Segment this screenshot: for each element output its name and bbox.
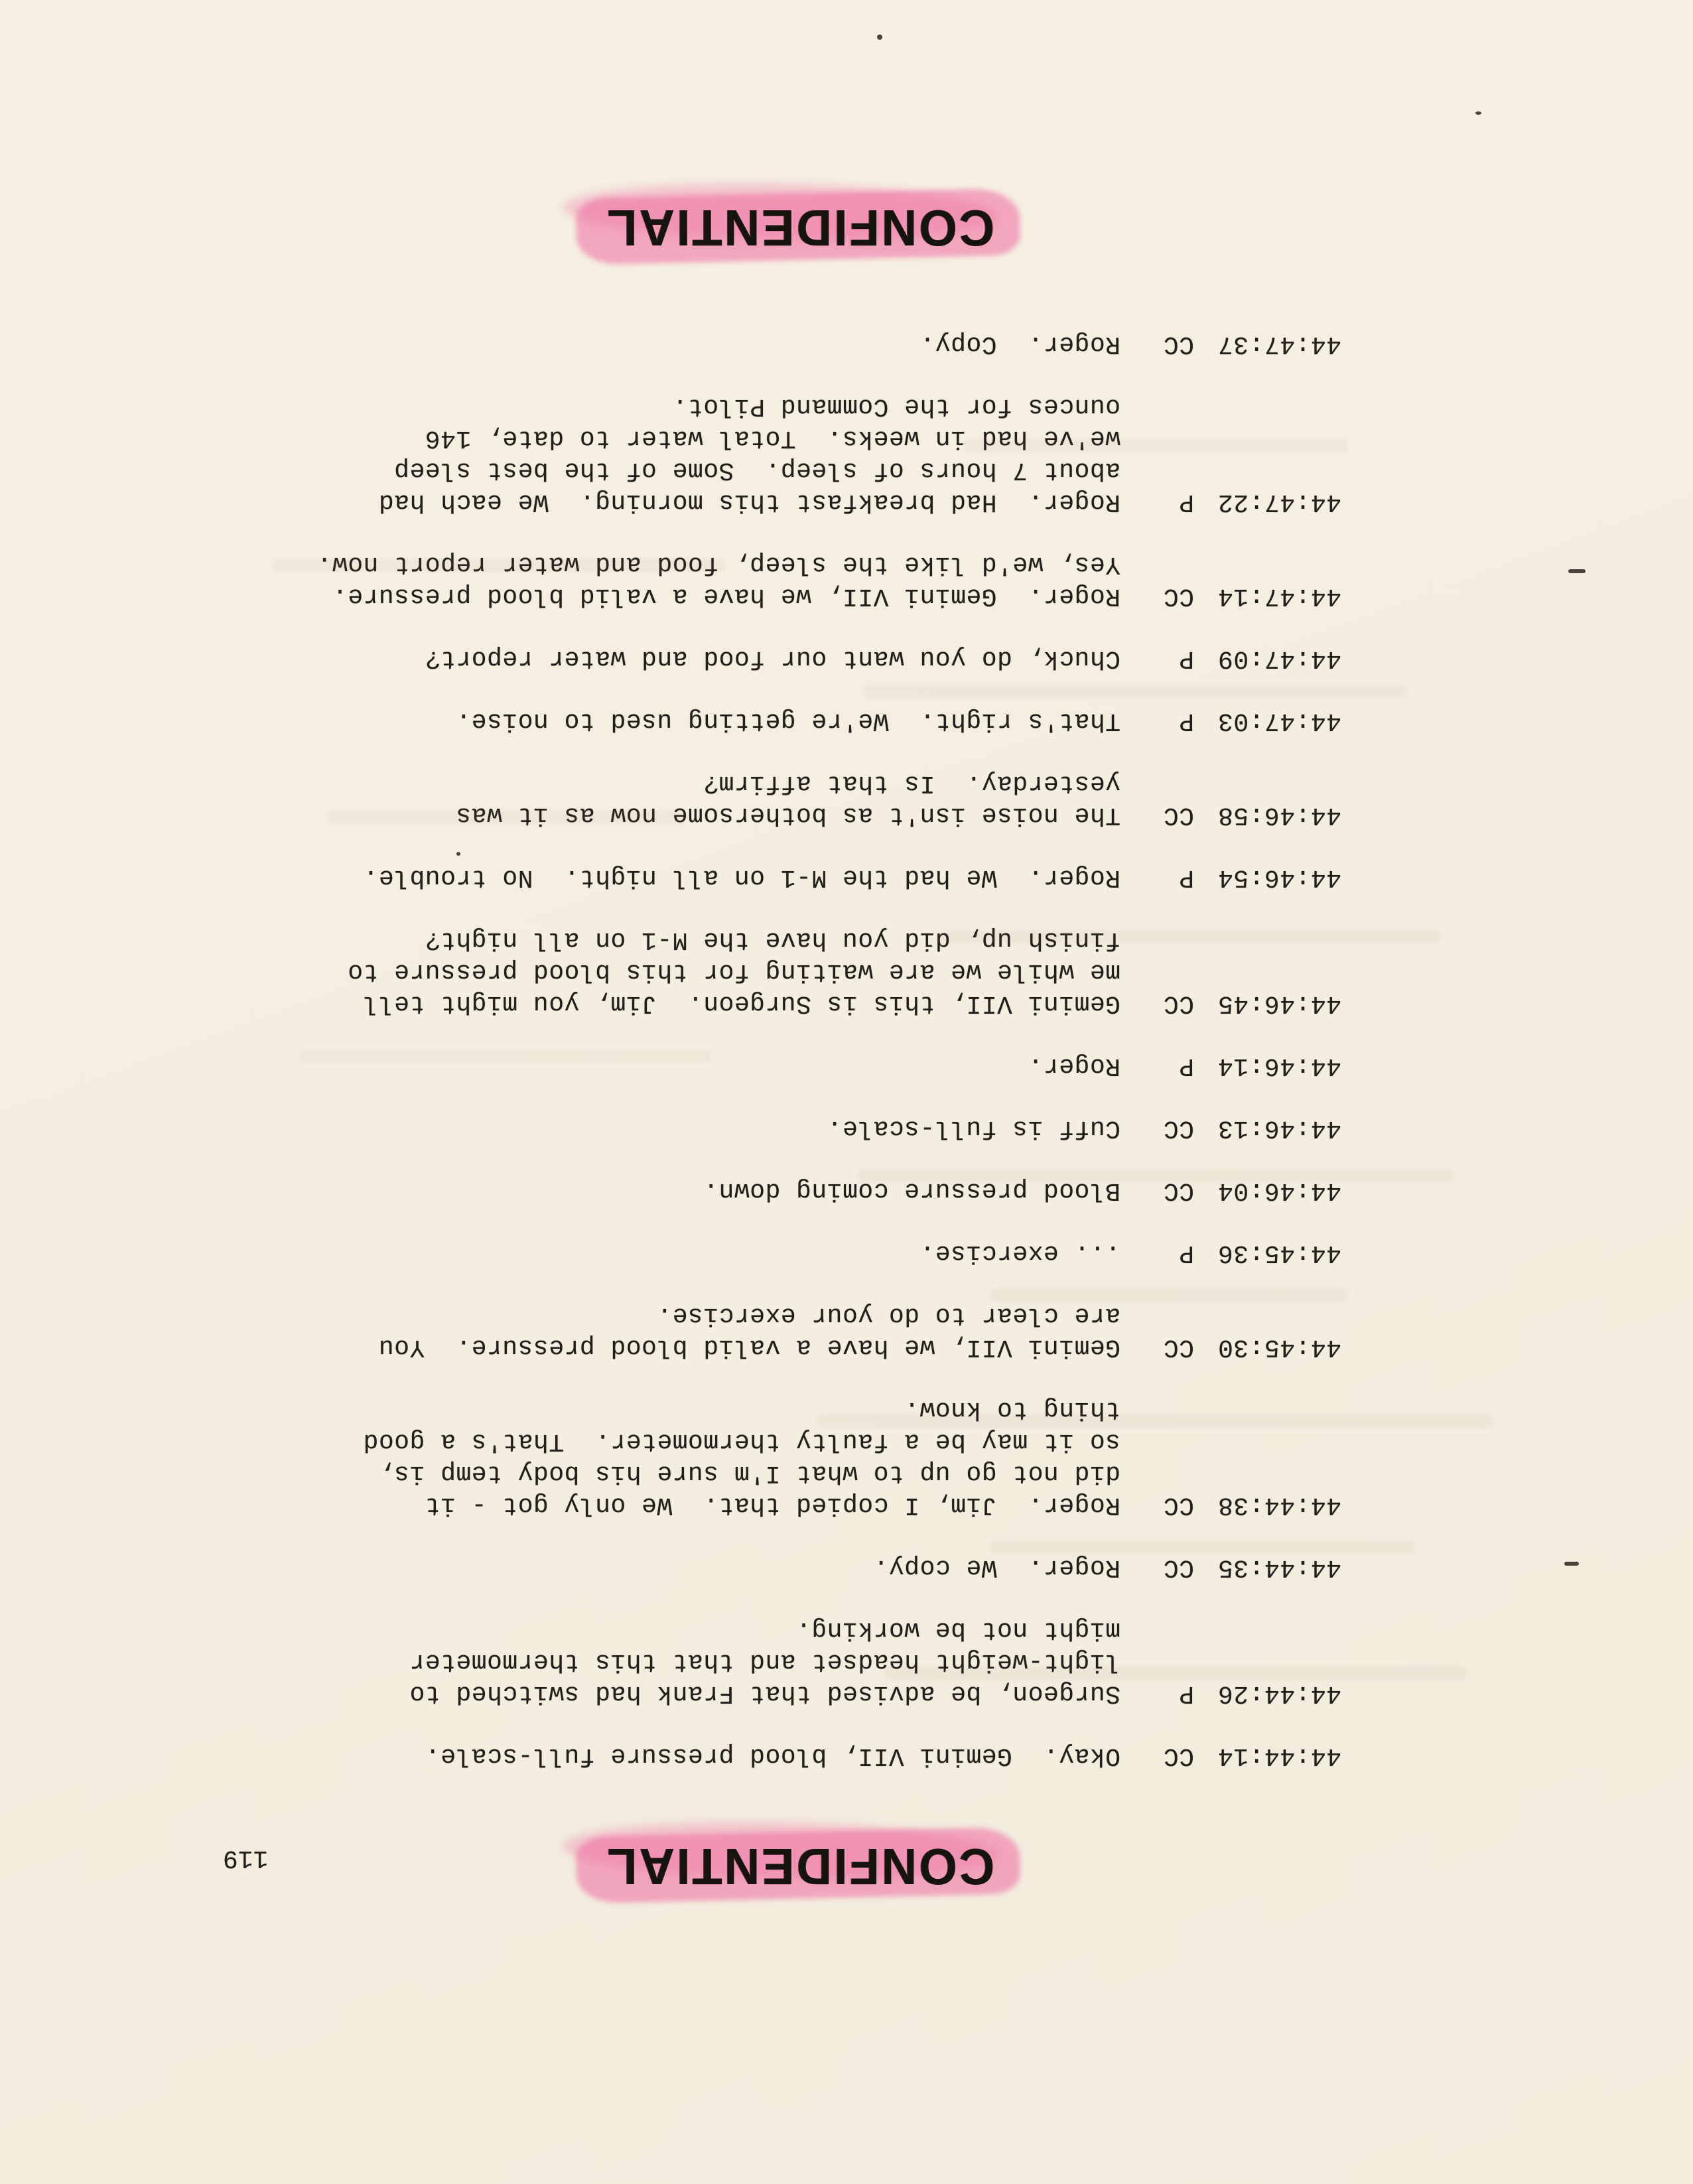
transcript-entry	[312, 705, 1341, 736]
entry-time: 44:47:09	[1217, 644, 1341, 673]
transcript-line: finish up, did you have the M-1 on all night?	[425, 925, 1120, 954]
entry-time: 44:44:38	[1217, 1491, 1341, 1519]
entry-speaker: CC	[1163, 801, 1194, 829]
transcript-line: light-weight headset and that this thermometer	[409, 1647, 1120, 1676]
entry-speaker: CC	[1163, 1333, 1194, 1361]
entry-text	[312, 1393, 1120, 1521]
entry-speaker: CC	[1163, 1741, 1194, 1770]
transcript-line: Roger. We had the M-1 on all night. No trouble.	[363, 863, 1120, 892]
transcript-line: Gemini VII, this is Surgeon. Jim, you might tell	[363, 989, 1120, 1018]
entry-speaker: CC	[1163, 1114, 1194, 1142]
transcript-line: might not be working.	[795, 1615, 1120, 1644]
entry-text	[312, 1551, 1120, 1583]
transcript-entry	[312, 1551, 1341, 1583]
entry-text	[312, 1237, 1120, 1268]
entry-time: 44:46:14	[1217, 1052, 1341, 1080]
entry-time: 44:47:03	[1217, 707, 1341, 735]
transcript-line: Roger.	[1028, 1052, 1120, 1080]
entry-time: 44:44:14	[1217, 1741, 1341, 1770]
transcript-entry	[312, 328, 1341, 360]
entry-speaker: CC	[1163, 1176, 1194, 1205]
confidential-stamp-bottom	[606, 200, 995, 256]
bleed-through-mark	[326, 811, 685, 824]
entry-time: 44:46:45	[1217, 989, 1341, 1018]
transcript-line: Surgeon, be advised that Frank had switched to	[409, 1679, 1120, 1708]
entry-speaker: P	[1178, 1239, 1194, 1267]
confidential-stamp-text: CONFIDENTIAL	[605, 199, 995, 257]
entry-text	[312, 390, 1120, 517]
page-number: 119	[223, 1844, 269, 1872]
entry-speaker: P	[1178, 863, 1194, 892]
transcript-line: Chuck, do you want our food and water report?	[425, 644, 1120, 673]
transcript-entry	[312, 548, 1341, 612]
entry-text	[312, 705, 1120, 736]
transcript-line: Roger. Gemini VII, we have a valid blood pressure.	[332, 582, 1120, 610]
entry-time: 44:45:30	[1217, 1333, 1341, 1361]
confidential-stamp-top	[606, 1838, 995, 1895]
entry-text	[312, 642, 1120, 674]
transcript-line: yesterday. Is that affirm?	[703, 769, 1120, 797]
transcript-entry	[312, 1393, 1341, 1521]
scan-speck	[877, 34, 882, 40]
bleed-through-mark	[990, 1540, 1414, 1554]
transcript-entry	[312, 1740, 1341, 1771]
bleed-through-mark	[300, 1050, 711, 1063]
bleed-through-mark	[857, 1169, 1454, 1182]
bleed-through-mark	[990, 1288, 1348, 1302]
transcript-line: Yes, we'd like the sleep, food and water report now.	[316, 550, 1120, 579]
entry-time: 44:46:13	[1217, 1114, 1341, 1142]
transcript-line: about 7 hours of sleep. Some of the best sleep	[393, 456, 1120, 484]
scan-speck	[1564, 1562, 1579, 1566]
transcript-line: Roger. We copy.	[873, 1553, 1120, 1582]
entry-text	[312, 1299, 1120, 1363]
entry-text	[312, 548, 1120, 612]
entry-text	[312, 1112, 1120, 1144]
entry-time: 44:44:26	[1217, 1679, 1341, 1708]
entry-text	[312, 861, 1120, 893]
transcript-line: Roger. Had breakfast this morning. We each had	[378, 488, 1120, 516]
entry-speaker: P	[1178, 488, 1194, 516]
entry-time: 44:47:37	[1217, 330, 1341, 358]
transcript-entry	[312, 1613, 1341, 1709]
bleed-through-mark	[963, 439, 1348, 452]
transcript-line: ... exercise.	[919, 1239, 1120, 1267]
transcript-entry	[312, 861, 1341, 893]
bleed-through-mark	[273, 559, 724, 572]
entry-speaker: CC	[1163, 1553, 1194, 1582]
entry-time: 44:46:58	[1217, 801, 1341, 829]
entry-speaker: CC	[1163, 330, 1194, 358]
scan-speck	[456, 852, 460, 856]
entry-time: 44:44:35	[1217, 1553, 1341, 1582]
transcript-line: we've had in weeks. Total water to date, 146	[425, 424, 1120, 452]
bleed-through-mark	[864, 685, 1408, 698]
transcript-line: Roger. Copy.	[919, 330, 1120, 358]
entry-speaker: P	[1178, 707, 1194, 735]
bleed-through-mark	[817, 1414, 1494, 1428]
entry-speaker: P	[1178, 1052, 1194, 1080]
transcript-line: so it may be a faulty thermometer. That's a good	[363, 1427, 1120, 1456]
transcript-line: thing to know.	[904, 1395, 1120, 1424]
entry-time: 44:45:36	[1217, 1239, 1341, 1267]
entry-speaker: CC	[1163, 1491, 1194, 1519]
transcript-line: Cuff is full-scale.	[827, 1114, 1120, 1142]
transcript-entry	[312, 1237, 1341, 1268]
bleed-through-mark	[937, 930, 1441, 943]
entry-speaker: CC	[1163, 582, 1194, 610]
transcript-line: The noise isn't as bothersome now as it was	[455, 801, 1120, 829]
entry-time: 44:46:04	[1217, 1176, 1341, 1205]
transcript-entry	[312, 1112, 1341, 1144]
bleed-through-mark	[884, 1667, 1467, 1680]
entry-time: 44:47:22	[1217, 488, 1341, 516]
transcript-line: Roger. Jim, I copied that. We only got - it	[425, 1491, 1120, 1519]
entry-text	[312, 328, 1120, 360]
entry-speaker: P	[1178, 1679, 1194, 1708]
transcript-entry	[312, 1299, 1341, 1363]
entry-speaker: P	[1178, 644, 1194, 673]
scan-speck	[1568, 569, 1586, 573]
entry-time: 44:46:54	[1217, 863, 1341, 892]
entry-time: 44:47:14	[1217, 582, 1341, 610]
transcript-line: Gemini VII, we have a valid blood pressure. You	[378, 1333, 1120, 1361]
entry-text	[312, 1740, 1120, 1771]
confidential-stamp-text: CONFIDENTIAL	[605, 1838, 995, 1895]
entry-speaker: CC	[1163, 989, 1194, 1018]
transcript-line: did not go up to what I'm sure his body temp is,	[378, 1459, 1120, 1487]
entry-text	[312, 1613, 1120, 1709]
transcript-line: Okay. Gemini VII, blood pressure full-scale.	[425, 1741, 1120, 1770]
transcript-entry	[312, 390, 1341, 517]
transcript-line: me while we are waiting for this blood pressure to	[347, 957, 1120, 986]
transcript-line: Blood pressure coming down.	[703, 1176, 1120, 1205]
scan-speck	[1475, 111, 1481, 115]
transcript-line: ounces for the Command Pilot.	[672, 392, 1120, 421]
transcript-entry	[312, 642, 1341, 674]
transcript-line: That's right. We're getting used to noise.	[455, 707, 1120, 735]
transcript-line: are clear to do your exercise.	[656, 1301, 1120, 1330]
